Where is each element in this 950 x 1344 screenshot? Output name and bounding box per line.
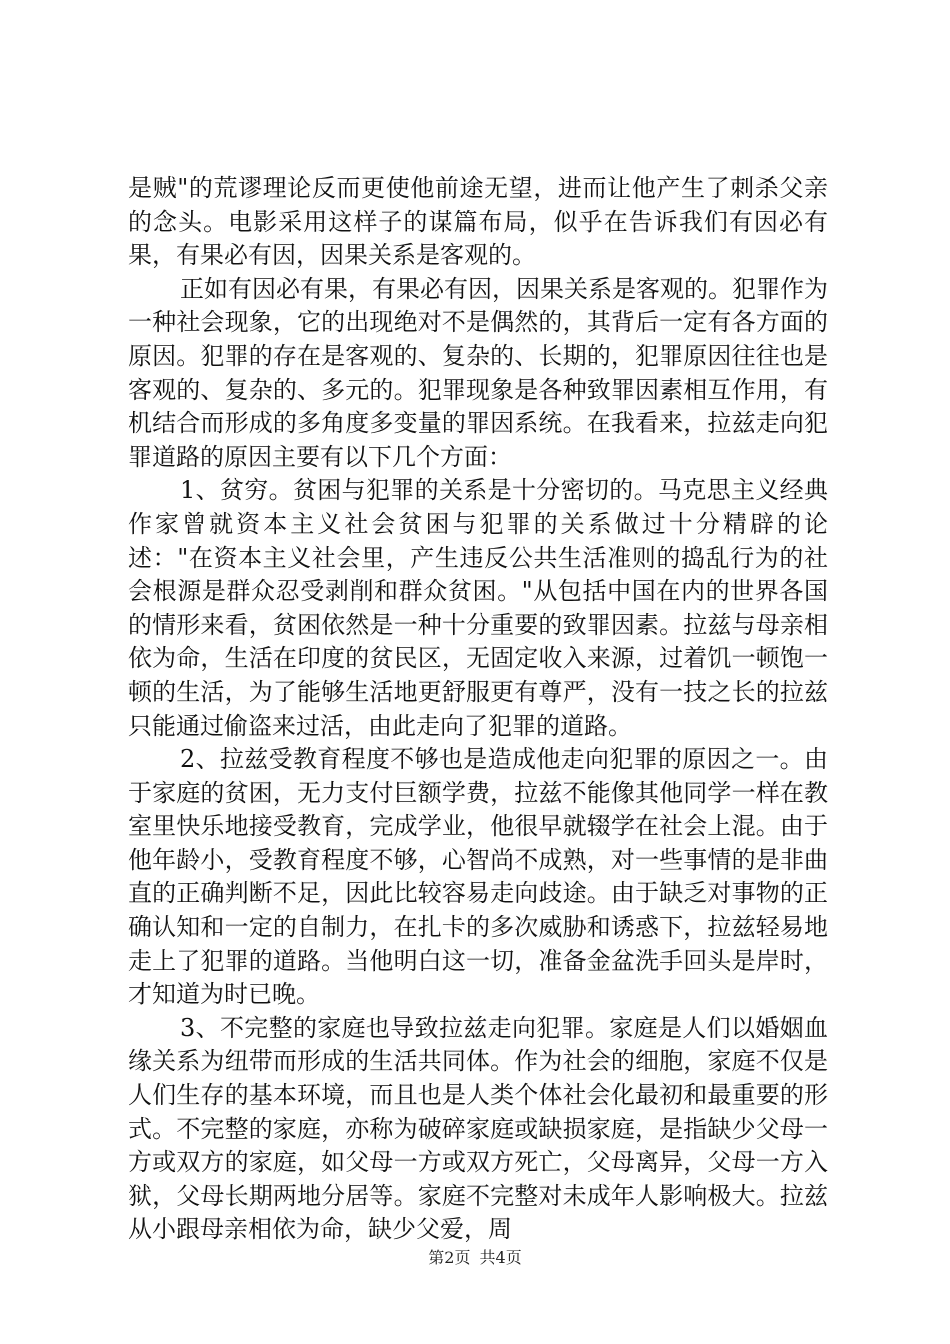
document-body [128, 172, 828, 1247]
paragraph-causality: 正如有因必有果，有果必有因，因果关系是客观的。犯罪作为一种社会现象，它的出现绝对不是偶然的，其背后一定有各方面的原因。犯罪的存在是客观的、复杂的、长期的，犯罪原因往往也是客观的、复杂的、多元的。犯罪现象是各种致罪因素相互作用，有机结合而形成的多角度多变量的罪因系统。在我看来，拉兹走向犯罪道路的原因主要有以下几个方面： [128, 274, 828, 471]
page-footer [0, 1245, 950, 1268]
paragraph-continuation: 是贼"的荒谬理论反而更使他前途无望，进而让他产生了刺杀父亲的念头。电影采用这样子的谋篇布局，似乎在告诉我们有因必有果，有果必有因，因果关系是客观的。 [128, 174, 828, 270]
page-total: 共4页 [479, 1248, 522, 1267]
page-number: 第2页 [428, 1248, 471, 1267]
paragraph-education: 2、拉兹受教育程度不够也是造成他走向犯罪的原因之一。由于家庭的贫困，无力支付巨额学费，拉兹不能像其他同学一样在教室里快乐地接受教育，完成学业，他很早就辍学在社会上混。由于他年龄小，受教育程度不够，心智尚不成熟，对一些事情的是非曲直的正确判断不足，因此比较容易走向歧途。由于缺乏对事物的正确认知和一定的自制力，在扎卡的多次威胁和诱惑下，拉兹轻易地走上了犯罪的道路。当他明白这一切，准备金盆洗手回头是岸时，才知道为时已晚。 [128, 745, 828, 1009]
paragraph-family: 3、不完整的家庭也导致拉兹走向犯罪。家庭是人们以婚姻血缘关系为纽带而形成的生活共同体。作为社会的细胞，家庭不仅是人们生存的基本环境，而且也是人类个体社会化最初和最重要的形式。不完整的家庭，亦称为破碎家庭或缺损家庭，是指缺少父母一方或双方的家庭，如父母一方或双方死亡，父母离异，父母一方入狱，父母长期两地分居等。家庭不完整对未成年人影响极大。拉兹从小跟母亲相依为命，缺少父爱，周 [128, 1013, 828, 1244]
paragraph-poverty: 1、贫穷。贫困与犯罪的关系是十分密切的。马克思主义经典作家曾就资本主义社会贫困与犯罪的关系做过十分精辟的论述："在资本主义社会里，产生违反公共生活准则的捣乱行为的社会根源是群众忍受剥削和群众贫困。"从包括中国在内的世界各国的情形来看，贫困依然是一种十分重要的致罪因素。拉兹与母亲相依为命，生活在印度的贫民区，无固定收入来源，过着饥一顿饱一顿的生活，为了能够生活地更舒服更有尊严，没有一技之长的拉兹只能通过偷盗来过活，由此走向了犯罪的道路。 [128, 476, 828, 740]
